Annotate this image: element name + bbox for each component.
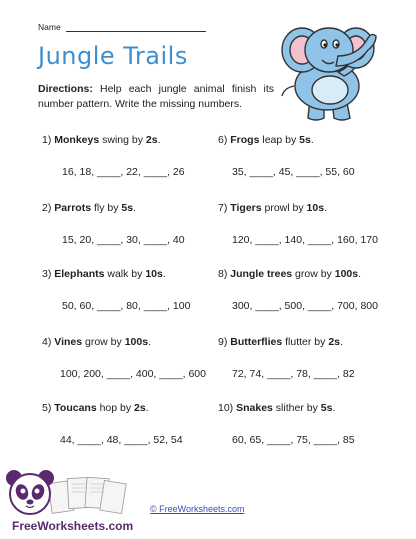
- directions-text: Help each jungle animal finish its number pattern. Write the missing numbers.: [38, 83, 274, 110]
- problem-1: [42, 134, 185, 178]
- problem-6-sequence[interactable]: 35, ____, 45, ____, 55, 60: [232, 166, 355, 178]
- problem-1-sequence[interactable]: 16, 18, ____, 22, ____, 26: [62, 166, 185, 178]
- problem-9-question: 9) Butterflies flutter by 2s.: [218, 336, 343, 348]
- problem-9-sequence[interactable]: 72, 74, ____, 78, ____, 82: [232, 368, 355, 380]
- problem-1-question: 1) Monkeys swing by 2s.: [42, 134, 161, 146]
- elephant-icon: [272, 16, 384, 126]
- problem-6: [218, 134, 355, 178]
- problem-2-question: 2) Parrots fly by 5s.: [42, 202, 136, 214]
- problem-9: [218, 336, 355, 380]
- directions: [38, 82, 274, 112]
- problem-2: [42, 202, 185, 246]
- problem-8-sequence[interactable]: 300, ____, 500, ____, 700, 800: [232, 300, 378, 312]
- problem-4-question: 4) Vines grow by 100s.: [42, 336, 151, 348]
- name-label: Name: [38, 22, 61, 32]
- worksheet-title: Jungle Trails: [38, 42, 188, 70]
- problem-8: [218, 268, 378, 312]
- problem-5: [42, 402, 183, 446]
- problem-7: [218, 202, 378, 246]
- directions-lead: Directions:: [38, 83, 93, 95]
- problem-10: [218, 402, 355, 446]
- problem-5-sequence[interactable]: 44, ____, 48, ____, 52, 54: [60, 434, 183, 446]
- problem-3-sequence[interactable]: 50, 60, ____, 80, ____, 100: [62, 300, 191, 312]
- logo-text: FreeWorksheets.com: [12, 519, 134, 533]
- name-row: [38, 22, 206, 32]
- footer-link[interactable]: © FreeWorksheets.com: [150, 504, 245, 514]
- panda-logo-icon: [2, 464, 162, 536]
- problem-7-sequence[interactable]: 120, ____, 140, ____, 160, 170: [232, 234, 378, 246]
- problem-3-question: 3) Elephants walk by 10s.: [42, 268, 166, 280]
- problem-6-question: 6) Frogs leap by 5s.: [218, 134, 314, 146]
- name-field[interactable]: [66, 22, 206, 32]
- problem-10-question: 10) Snakes slither by 5s.: [218, 402, 336, 414]
- problem-8-question: 8) Jungle trees grow by 100s.: [218, 268, 362, 280]
- problem-4-sequence[interactable]: 100, 200, ____, 400, ____, 600: [60, 368, 206, 380]
- problem-7-question: 7) Tigers prowl by 10s.: [218, 202, 327, 214]
- problem-4: [42, 336, 206, 380]
- problem-2-sequence[interactable]: 15, 20, ____, 30, ____, 40: [62, 234, 185, 246]
- problem-3: [42, 268, 191, 312]
- problem-5-question: 5) Toucans hop by 2s.: [42, 402, 149, 414]
- problem-10-sequence[interactable]: 60, 65, ____, 75, ____, 85: [232, 434, 355, 446]
